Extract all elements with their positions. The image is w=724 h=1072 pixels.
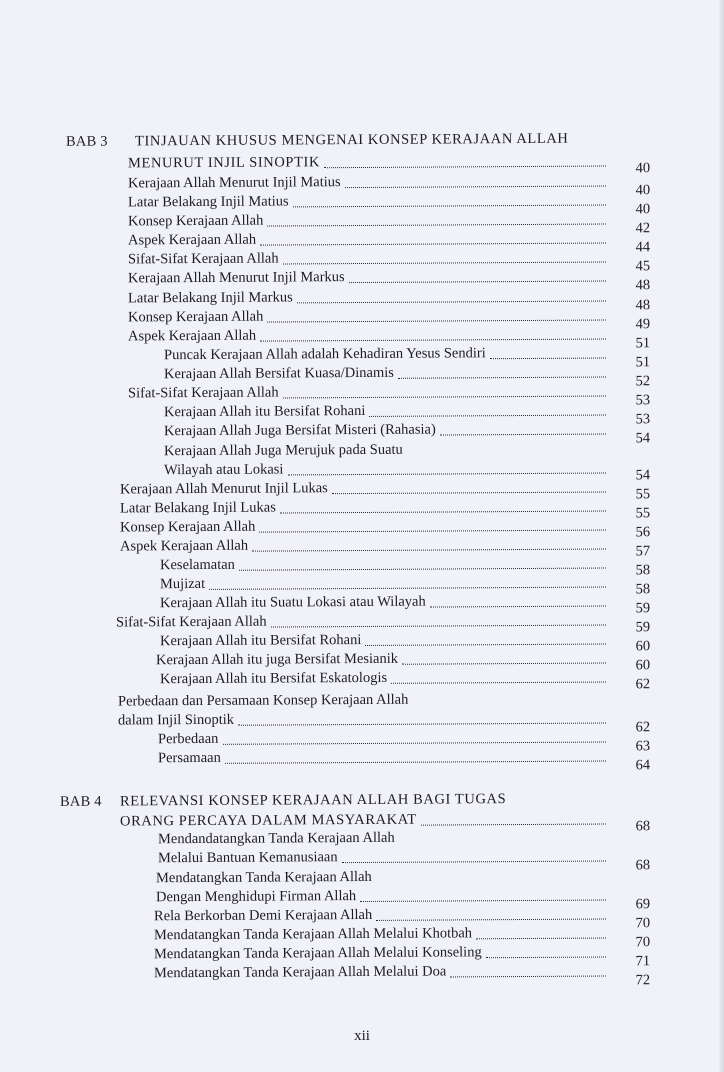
toc-entry: Kerajaan Allah Juga Bersifat Misteri (Rahasia) [163, 421, 436, 440]
dot-leader [283, 262, 606, 265]
toc-entry: Puncak Kerajaan Allah adalah Kehadiran Yesus Sendiri [163, 345, 486, 364]
dot-leader [476, 938, 606, 940]
chapter-number: BAB 3 [65, 133, 108, 150]
toc-page-number: 54 [635, 430, 651, 447]
toc-page-number: 63 [635, 738, 651, 755]
toc-page-number: 62 [635, 676, 651, 693]
toc-page-number: 70 [635, 915, 651, 932]
toc-page-number: 49 [635, 316, 651, 333]
toc-line [0, 666, 724, 693]
toc-page-number: 59 [635, 600, 651, 617]
toc-entry: Dengan Menghidupi Firman Allah [155, 888, 357, 906]
dot-leader [252, 549, 606, 552]
dot-leader [440, 434, 606, 436]
toc-entry: Aspek Kerajaan Allah [127, 231, 257, 249]
dot-leader [324, 166, 606, 169]
toc-entry: Kerajaan Allah itu Bersifat Eskatologis [159, 669, 388, 688]
toc-entry: Konsep Kerajaan Allah [127, 308, 264, 326]
toc-entry: Kerajaan Allah Bersifat Kuasa/Dinamis [163, 364, 394, 383]
toc-page-number: 57 [635, 543, 651, 560]
toc-page-number: 60 [635, 638, 651, 655]
toc-page-number: 51 [635, 354, 651, 371]
toc-entry: Perbedaan dan Persamaan Konsep Kerajaan Allah [117, 691, 409, 710]
toc-entry: Mendandatangkan Tanda Kerajaan Allah [157, 829, 395, 848]
dot-leader [430, 606, 606, 608]
toc-entry: Persamaan [157, 749, 221, 767]
dot-leader [267, 224, 606, 227]
dot-leader [288, 473, 606, 476]
toc-page-number: 59 [635, 619, 651, 636]
toc-entry: Kerajaan Allah Menurut Injil Matius [127, 174, 341, 192]
toc-page-number: 56 [635, 524, 651, 541]
dot-leader [238, 723, 606, 726]
toc-entry: Wilayah atau Lokasi [163, 461, 284, 479]
toc-page-number: 42 [635, 220, 651, 237]
toc-entry: Latar Belakang Injil Matius [127, 193, 289, 211]
dot-leader [280, 511, 606, 514]
dot-leader [376, 919, 606, 921]
dot-leader [365, 644, 606, 646]
dot-leader [259, 530, 606, 533]
toc-entry: Perbedaan [157, 730, 219, 748]
dot-leader [486, 957, 606, 959]
toc-page-number: 55 [635, 505, 651, 522]
toc-entry: Keselamatan [159, 556, 235, 574]
toc-entry: Sifat-Sifat Kerajaan Allah [127, 250, 279, 268]
toc-entry: Aspek Kerajaan Allah [119, 537, 249, 555]
dot-leader [209, 587, 606, 590]
toc-entry: Sifat-Sifat Kerajaan Allah [127, 384, 279, 402]
dot-leader [283, 396, 606, 399]
toc-entry: Mendatangkan Tanda Kerajaan Allah Melalui Khotbah [153, 925, 473, 944]
toc-page-number: 51 [635, 335, 651, 352]
toc-page-number: 48 [635, 297, 651, 314]
page-number: xii [354, 1028, 370, 1044]
chapter-title: RELEVANSI KONSEP KERAJAAN ALLAH BAGI TUGAS [119, 791, 507, 810]
toc-entry: Melalui Bantuan Kemanusiaan [157, 849, 338, 867]
toc-page-number: 53 [635, 392, 651, 409]
dot-leader [260, 339, 606, 342]
dot-leader [398, 377, 606, 379]
toc-page-number: 60 [635, 657, 651, 674]
dot-leader [369, 415, 606, 417]
chapter-title: TINJAUAN KHUSUS MENGENAI KONSEP KERAJAAN ALLAH [134, 130, 569, 150]
toc-page-number: 70 [635, 934, 651, 951]
toc-entry: Kerajaan Allah itu juga Bersifat Mesianik [155, 650, 399, 669]
toc-entry: Kerajaan Allah itu Suatu Lokasi atau Wilayah [159, 593, 426, 612]
toc-page-number: 40 [635, 182, 651, 199]
dot-leader [342, 861, 606, 864]
toc-entry: Mendatangkan Tanda Kerajaan Allah [155, 868, 372, 887]
toc-page-number: 68 [635, 857, 651, 874]
toc-entry: Mendatangkan Tanda Kerajaan Allah Melalui Doa [153, 963, 447, 982]
toc-page-number: 55 [635, 486, 651, 503]
toc-line [0, 745, 724, 774]
toc-page-number: 62 [635, 719, 651, 736]
toc-entry: Mujizat [159, 575, 206, 593]
dot-leader [297, 301, 606, 304]
toc-page-number: 40 [635, 201, 651, 218]
toc-page-number: 58 [635, 581, 651, 598]
dot-leader [260, 243, 606, 246]
toc-page-number: 44 [635, 239, 651, 256]
toc-page-number: 72 [635, 972, 651, 989]
dot-leader [239, 568, 606, 571]
dot-leader [490, 358, 606, 360]
chapter-number: BAB 4 [59, 793, 102, 810]
dot-leader [345, 186, 606, 189]
toc-entry: Kerajaan Allah Juga Merujuk pada Suatu [163, 441, 403, 460]
toc-line [0, 960, 724, 989]
toc-entry: Kerajaan Allah Menurut Injil Markus [127, 269, 345, 287]
toc-page-number: 53 [635, 411, 651, 428]
toc-page-number: 40 [635, 160, 651, 177]
toc-line [0, 128, 724, 152]
dot-leader [223, 742, 606, 745]
toc-entry: Konsep Kerajaan Allah [119, 518, 256, 536]
dot-leader [271, 625, 606, 628]
toc-page-number: 58 [635, 562, 651, 579]
toc-entry: Aspek Kerajaan Allah [127, 327, 257, 345]
dot-leader [332, 492, 606, 495]
chapter-title: ORANG PERCAYA DALAM MASYARAKAT [119, 811, 417, 830]
toc-entry: Kerajaan Allah itu Bersifat Rohani [159, 632, 362, 650]
toc-page-number: 71 [635, 953, 651, 970]
toc-page-number: 54 [635, 467, 651, 484]
dot-leader [402, 663, 606, 665]
toc-page-number: 64 [635, 757, 651, 774]
toc-page-number: 45 [635, 258, 651, 275]
dot-leader [349, 281, 606, 284]
dot-leader [450, 976, 606, 978]
toc-entry: Latar Belakang Injil Lukas [119, 499, 276, 517]
toc-entry: Kerajaan Allah itu Bersifat Rohani [163, 402, 366, 421]
dot-leader [421, 824, 606, 826]
toc-entry: Sifat-Sifat Kerajaan Allah [115, 613, 267, 631]
toc-page-number: 48 [635, 277, 651, 294]
toc-entry: Kerajaan Allah Menurut Injil Lukas [119, 480, 328, 498]
toc-entry: dalam Injil Sinoptik [117, 711, 235, 729]
toc-entry: Latar Belakang Injil Markus [127, 289, 293, 307]
toc-page-number: 69 [635, 896, 651, 913]
dot-leader [360, 900, 606, 903]
toc-entry: Mendatangkan Tanda Kerajaan Allah Melalui Konseling [153, 944, 482, 963]
dot-leader [391, 682, 606, 684]
toc-page-number: 68 [635, 818, 651, 835]
dot-leader [293, 205, 606, 208]
toc-entry: Konsep Kerajaan Allah [127, 212, 264, 230]
dot-leader [225, 761, 606, 764]
page-edge-shadow [718, 0, 724, 1072]
toc-entry: Rela Berkorban Demi Kerajaan Allah [153, 906, 373, 925]
chapter-title: MENURUT INJIL SINOPTIK [127, 154, 321, 172]
dot-leader [267, 320, 606, 323]
toc-page-number: 52 [635, 373, 651, 390]
